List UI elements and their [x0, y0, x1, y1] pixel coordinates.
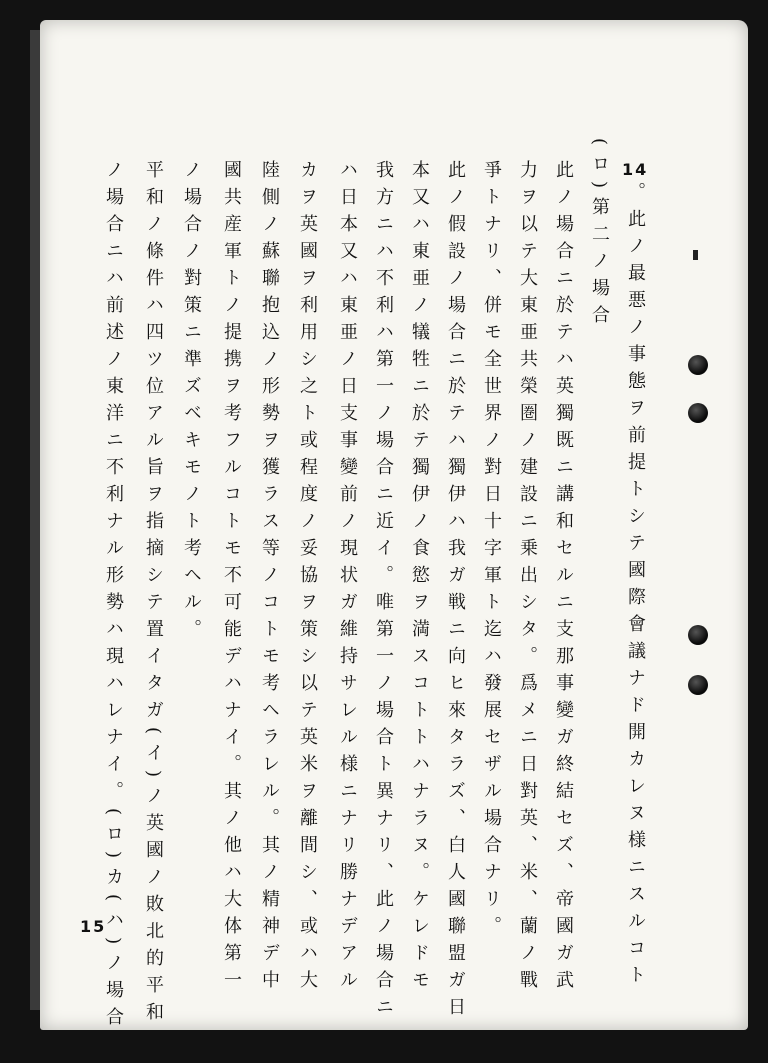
- text-column-14: 平和ノ條件ハ四ツ位アル旨ヲ指摘シテ置イタガ(イ)ノ英國ノ敗北的平和: [143, 160, 164, 1030]
- text-column-12: 國共産軍トノ提携ヲ考フルコトモ不可能デハナイ。其ノ他ハ大体第一: [221, 160, 242, 997]
- text-column-15: ノ場合ニハ前述ノ東洋ニ不利ナル形勢ハ現ハレナイ。(ロ)カ(ハ)ノ場合: [103, 160, 124, 1035]
- text-column-8: 我方ニハ不利ハ第一ノ場合ニ近イ。唯第一ノ場合ト異ナリ、此ノ場合ニ: [373, 160, 394, 1024]
- text-column-3: 此ノ場合ニ於テハ英獨既ニ講和セルニ支那事變ガ終結セズ、帝國ガ武: [553, 160, 574, 997]
- text-column-4: 力ヲ以テ大東亜共榮圏ノ建設ニ乗出シタ。爲メニ日對英、米、蘭ノ戰: [517, 160, 538, 997]
- text-column-5: 爭トナリ、併モ全世界ノ對日十字軍ト迄ハ發展セザル場合ナリ。: [481, 160, 502, 943]
- text-column-10: カヲ英國ヲ利用シ之ト或程度ノ妥協ヲ策シ以テ英米ヲ離間シ、或ハ大: [297, 160, 318, 997]
- text-column-11: 陸側ノ蘇聯抱込ノ形勢ヲ獲ラス等ノコトモ考ヘラレル。其ノ精神デ中: [259, 160, 280, 997]
- text-column-2: (ロ)第二ノ場合: [589, 138, 610, 333]
- punch-hole-3: [688, 625, 708, 645]
- punch-hole-1: [688, 355, 708, 375]
- text-column-9: ハ日本又ハ東亜ノ日支事變前ノ現状ガ維持サレル様ニナリ勝ナデアル: [337, 160, 358, 997]
- punch-hole-4: [688, 675, 708, 695]
- text-column-13: ノ場合ノ對策ニ準ズベキモノト考ヘル。: [181, 160, 202, 646]
- text-column-7: 本又ハ東亜ノ犠牲ニ於テ獨伊ノ食慾ヲ満スコトトハナラヌ。ケレドモ: [409, 160, 430, 997]
- page-number-top: 14: [622, 160, 649, 179]
- ink-mark: [693, 250, 698, 260]
- text-column-6: 此ノ假設ノ場合ニ於テハ獨伊ハ我ガ戦ニ向ヒ來タラズ、白人國聯盟ガ日: [445, 160, 466, 1024]
- punch-hole-2: [688, 403, 708, 423]
- text-column-1: 。此ノ最悪ノ事態ヲ前提トシテ國際會議ナド開カレヌ様ニスルコト: [625, 182, 646, 992]
- page-number-bottom: 15: [80, 917, 107, 936]
